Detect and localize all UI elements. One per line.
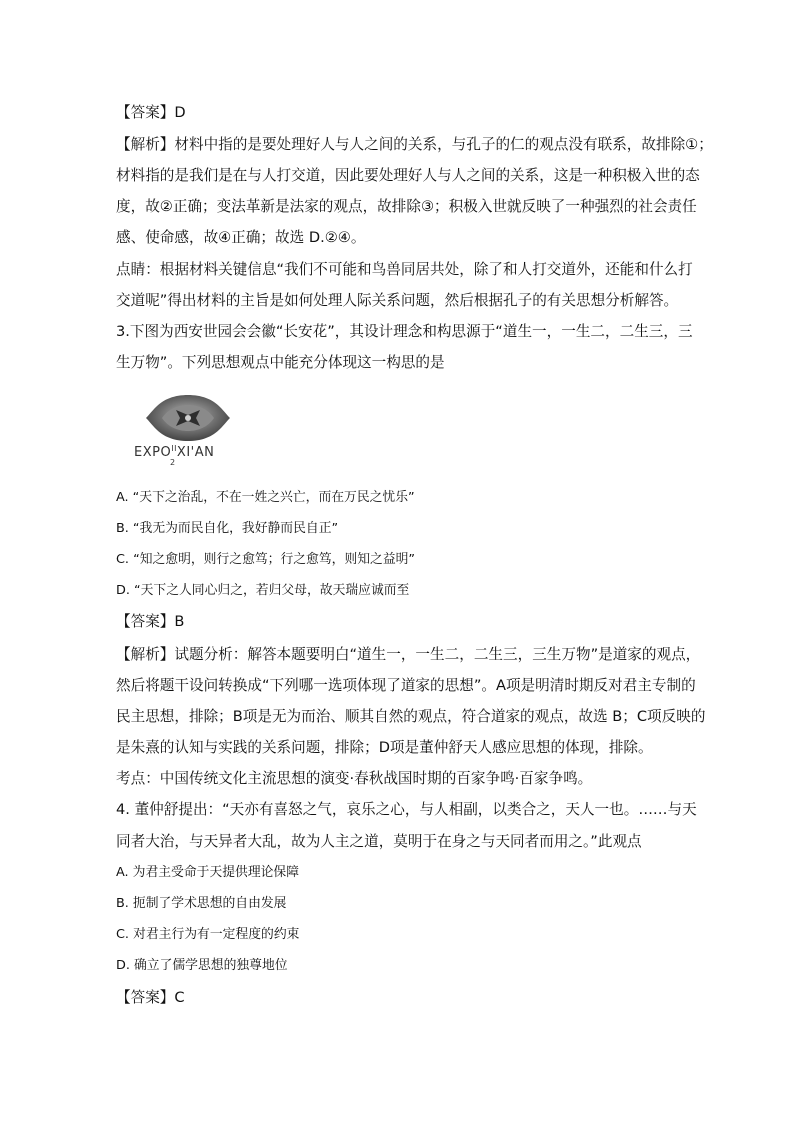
- logo-text: $EXPO^{II}XI'AN$: [134, 444, 215, 460]
- option-d: D. 确立了儒学思想的独尊地位: [116, 958, 288, 973]
- analysis-line: 材料指的是我们是在与人打交道，因此要处理好人与人之间的关系，这是一种积极入世的态: [116, 167, 700, 184]
- option-d: D. “天下之人同心归之，若归父母，故天瑞应诚而至: [116, 583, 410, 598]
- analysis-line: 【解析】试题分析：解答本题要明白“道生一，一生二，二生三，三生万物”是道家的观点，: [116, 646, 701, 663]
- question-3-line: 生万物”。下列思想观点中能充分体现这一构思的是: [116, 354, 445, 371]
- note-line: 点睛：根据材料关键信息“我们不可能和鸟兽同居共处，除了和人打交道外，还能和什么打: [116, 261, 693, 278]
- question-4-line: 4. 董仲舒提出：“天亦有喜怒之气，哀乐之心，与人相副，以类合之，天人一也。……与天: [116, 801, 697, 818]
- question-3-line: 3.下图为西安世园会会徽“长安花”，其设计理念和构思源于“道生一，一生二，二生三，三: [116, 323, 693, 340]
- answer-line-q4: 【答案】C: [116, 989, 185, 1006]
- analysis-line: 感、使命感，故④正确；故选 D.②④。: [116, 229, 366, 246]
- option-a: A. “天下之治乱，不在一姓之兴亡，而在万民之忧乐”: [116, 490, 415, 505]
- answer-line-q3: 【答案】B: [116, 613, 185, 630]
- analysis-line: 然后将题干设问转换成“下列哪一选项体现了道家的思想”。A项是明清时期反对君主专制的: [116, 677, 696, 694]
- note-line: 交道呢”得出材料的主旨是如何处理人际关系问题，然后根据孔子的有关思想分析解答。: [116, 292, 679, 309]
- analysis-line: 【解析】材料中指的是要处理好人与人之间的关系，与孔子的仁的观点没有联系，故排除①；: [116, 136, 713, 153]
- analysis-line: 度，故②正确；变法革新是法家的观点，故排除③；积极入世就反映了一种强烈的社会责任: [116, 198, 697, 215]
- analysis-line: 是朱熹的认知与实践的关系问题，排除；D项是董仲舒天人感应思想的体现，排除。: [116, 739, 653, 756]
- analysis-line: 民主思想，排除；B项是无为而治、顺其自然的观点，符合道家的观点，故选 B；C项反映的: [116, 708, 706, 725]
- option-b: B. “我无为而民自化，我好静而民自正”: [116, 521, 339, 536]
- answer-line-q2: 【答案】D: [116, 104, 186, 121]
- question-4-line: 同者大治，与天异者大乱，故为人主之道，莫明于在身之与天同者而用之。”此观点: [116, 833, 642, 850]
- test-point-line: 考点：中国传统文化主流思想的演变·春秋战国时期的百家争鸣·百家争鸣。: [116, 770, 593, 787]
- option-a: A. 为君主受命于天提供理论保障: [116, 865, 300, 880]
- logo-subscript: 2: [170, 458, 176, 467]
- option-c: C. “知之愈明，则行之愈笃；行之愈笃，则知之益明”: [116, 552, 416, 567]
- option-c: C. 对君主行为有一定程度的约束: [116, 927, 300, 942]
- option-b: B. 扼制了学术思想的自由发展: [116, 896, 287, 911]
- expo-xian-logo: [130, 392, 252, 468]
